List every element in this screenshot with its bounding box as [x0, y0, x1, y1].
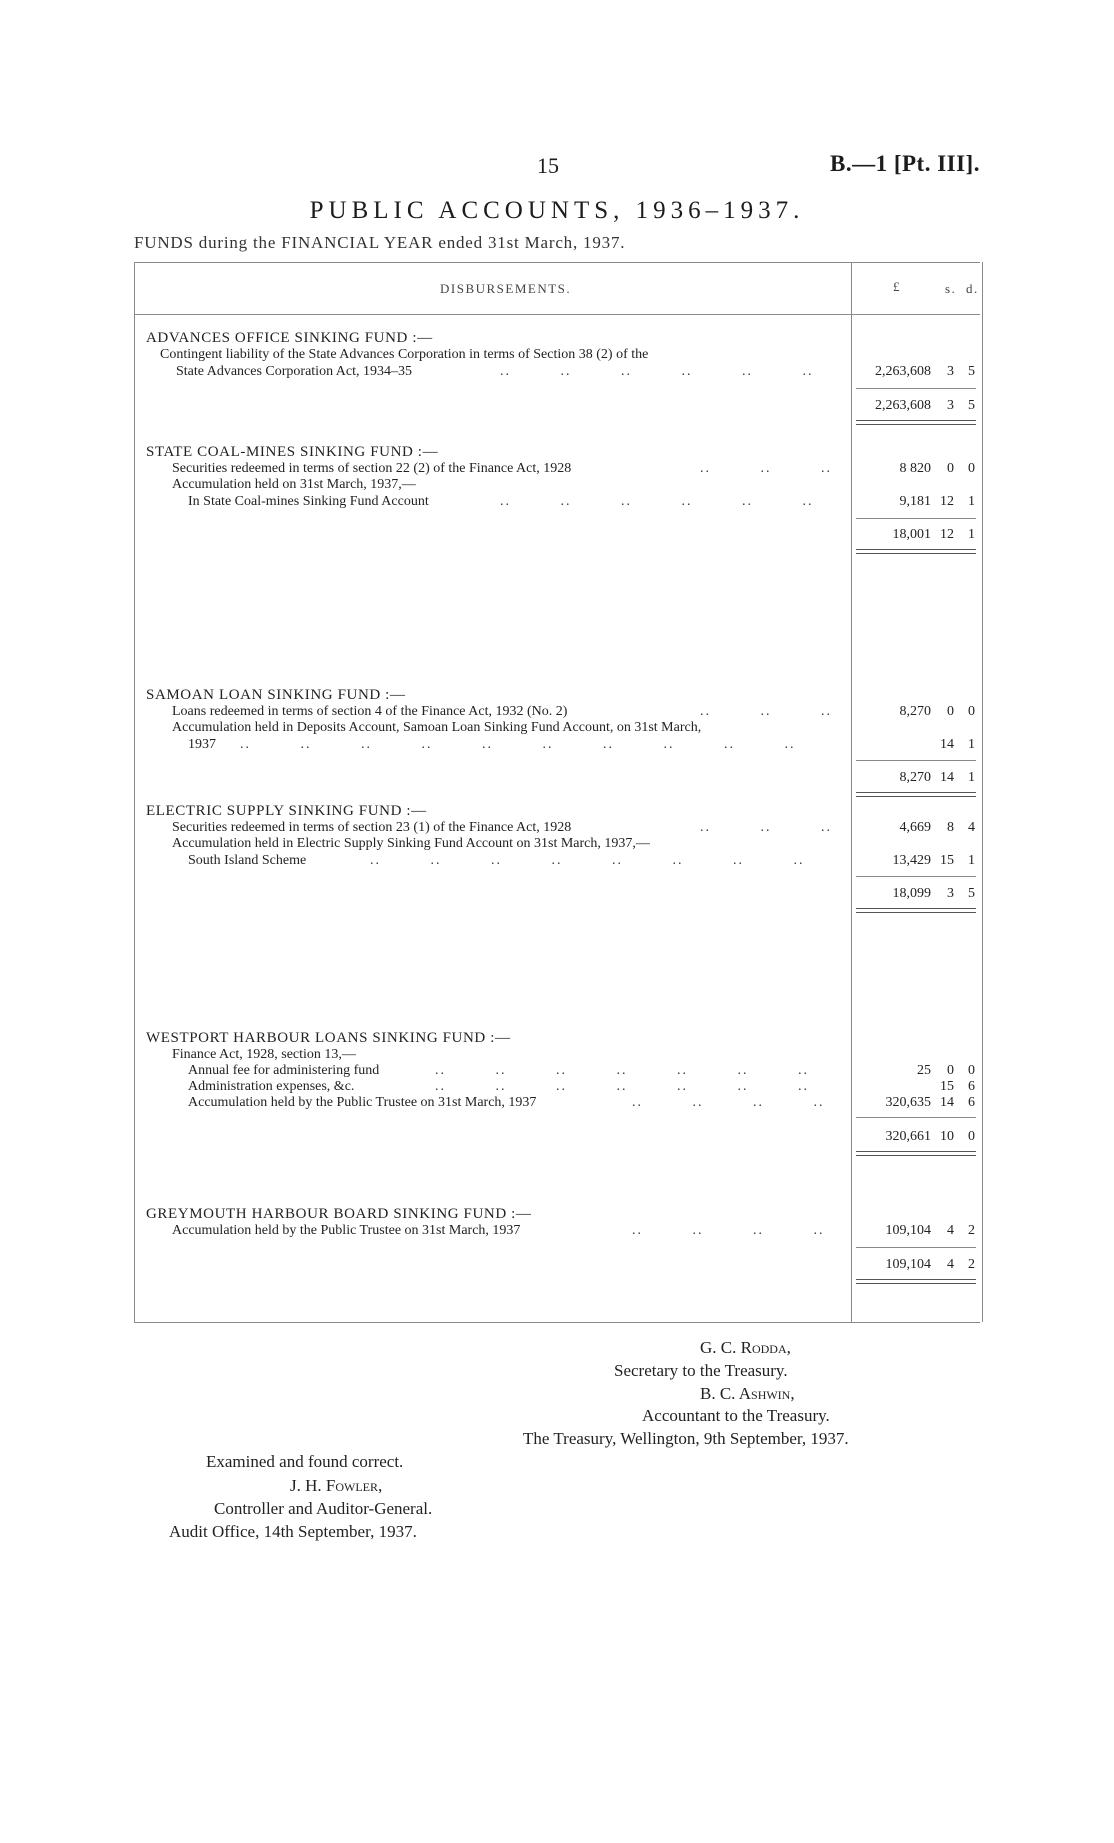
total-pounds: 18,001 — [892, 527, 931, 542]
section-heading: GREYMOUTH HARBOUR BOARD SINKING FUND :— — [146, 1206, 532, 1222]
col-header-pence: d. — [966, 281, 979, 296]
section-line: Administration expenses, &c. — [188, 1079, 355, 1094]
section-line: 1937 — [188, 737, 216, 752]
amount-pounds: 109,104 — [885, 1223, 931, 1238]
leader-dots: .. .. .. .. .. .. .. — [435, 1079, 809, 1094]
section-heading: WESTPORT HARBOUR LOANS SINKING FUND :— — [146, 1030, 511, 1046]
subtotal-rule — [856, 1247, 976, 1248]
col-header-pounds: £ — [893, 279, 901, 294]
section-line: Securities redeemed in terms of section 23 (1) of the Finance Act, 1928 — [172, 820, 572, 835]
section-line: Accumulation held in Electric Supply Sinking Fund Account on 31st March, 1937,— — [172, 836, 650, 851]
amount-pounds: 320,635 — [885, 1095, 931, 1110]
section-line: Finance Act, 1928, section 13,— — [172, 1047, 356, 1062]
page-title: PUBLIC ACCOUNTS, 1936–1937. — [309, 197, 805, 224]
total-pence: 0 — [968, 1129, 975, 1144]
amount-pence: 4 — [968, 820, 975, 835]
section-line: Securities redeemed in terms of section 22 (2) of the Finance Act, 1928 — [172, 461, 572, 476]
amount-pence: 0 — [968, 704, 975, 719]
leader-dots: .. .. .. .. .. .. — [500, 494, 814, 509]
amount-pence: 0 — [968, 461, 975, 476]
signatory-title: Accountant to the Treasury. — [642, 1406, 830, 1425]
page-number: 15 — [537, 153, 559, 178]
total-pence: 1 — [968, 770, 975, 785]
amount-pence: 6 — [968, 1079, 975, 1094]
leader-dots: .. .. .. .. .. .. .. — [435, 1063, 809, 1078]
amount-shillings: 12 — [940, 494, 954, 509]
amount-shillings: 0 — [947, 704, 954, 719]
section-line: Annual fee for administering fund — [188, 1063, 380, 1078]
leader-dots: .. .. .. .. .. .. .. .. .. .. — [240, 737, 796, 752]
amount-pounds: 25 — [917, 1063, 931, 1078]
leader-dots: .. .. .. — [700, 461, 832, 476]
section-line: Accumulation held on 31st March, 1937,— — [172, 477, 416, 492]
section-heading: SAMOAN LOAN SINKING FUND :— — [146, 687, 406, 703]
amount-pence: 5 — [968, 364, 975, 379]
table-left-rule — [134, 262, 135, 1322]
total-pence: 5 — [968, 398, 975, 413]
total-double-rule — [856, 1151, 976, 1156]
section-line: Accumulation held in Deposits Account, Samoan Loan Sinking Fund Account, on 31st March, — [172, 720, 702, 735]
amount-shillings: 15 — [940, 853, 954, 868]
section-line: Accumulation held by the Public Trustee on 31st March, 1937 — [172, 1223, 521, 1238]
total-pence: 1 — [968, 527, 975, 542]
amount-pounds: 8 820 — [899, 461, 931, 476]
signatory-name: B. C. Ashwin, — [700, 1384, 795, 1403]
leader-dots: .. .. .. .. — [632, 1095, 825, 1110]
total-shillings: 3 — [947, 886, 954, 901]
col-header-description: DISBURSEMENTS. — [440, 281, 572, 296]
amount-pounds: 9,181 — [899, 494, 931, 509]
section-line: Loans redeemed in terms of section 4 of the Finance Act, 1932 (No. 2) — [172, 704, 568, 719]
amount-shillings: 3 — [947, 364, 954, 379]
total-double-rule — [856, 549, 976, 554]
amount-pence: 1 — [968, 494, 975, 509]
total-double-rule — [856, 420, 976, 425]
section-heading: ELECTRIC SUPPLY SINKING FUND :— — [146, 803, 427, 819]
page-subtitle: FUNDS during the FINANCIAL YEAR ended 31st March, 1937. — [134, 233, 626, 252]
leader-dots: .. .. .. .. .. .. — [500, 364, 814, 379]
leader-dots: .. .. .. — [700, 820, 832, 835]
amount-shillings: 0 — [947, 1063, 954, 1078]
signatory-name: G. C. Rodda, — [700, 1338, 791, 1357]
table-bottom-rule — [134, 1322, 980, 1323]
amount-pence: 2 — [968, 1223, 975, 1238]
total-pounds: 18,099 — [892, 886, 931, 901]
subtotal-rule — [856, 518, 976, 519]
amount-pounds: 8,270 — [899, 704, 931, 719]
col-header-shillings: s. — [945, 281, 957, 296]
total-pence: 5 — [968, 886, 975, 901]
signatory-title: Controller and Auditor-General. — [214, 1499, 433, 1518]
total-double-rule — [856, 792, 976, 797]
total-shillings: 10 — [940, 1129, 954, 1144]
total-double-rule — [856, 908, 976, 913]
money-column-rule — [851, 262, 852, 1322]
amount-shillings: 15 — [940, 1079, 954, 1094]
signature-place-date: Audit Office, 14th September, 1937. — [169, 1522, 417, 1541]
header-rule — [134, 314, 980, 315]
section-heading: STATE COAL-MINES SINKING FUND :— — [146, 444, 439, 460]
amount-pence: 1 — [968, 853, 975, 868]
signatory-name: J. H. Fowler, — [290, 1476, 383, 1495]
amount-shillings: 14 — [940, 1095, 954, 1110]
signatory-title: Secretary to the Treasury. — [614, 1361, 788, 1380]
section-line: South Island Scheme — [188, 853, 307, 868]
amount-shillings: 8 — [947, 820, 954, 835]
section-heading: ADVANCES OFFICE SINKING FUND :— — [146, 330, 433, 346]
subtotal-rule — [856, 876, 976, 877]
section-line: Accumulation held by the Public Trustee on 31st March, 1937 — [188, 1095, 537, 1110]
total-shillings: 4 — [947, 1257, 954, 1272]
total-pounds: 8,270 — [899, 770, 931, 785]
table-top-rule — [134, 262, 980, 263]
amount-pence: 6 — [968, 1095, 975, 1110]
table-right-rule — [982, 262, 983, 1322]
total-pounds: 109,104 — [885, 1257, 931, 1272]
total-shillings: 12 — [940, 527, 954, 542]
section-line: State Advances Corporation Act, 1934–35 — [176, 364, 413, 379]
amount-pounds: 2,263,608 — [875, 364, 931, 379]
leader-dots: .. .. .. .. — [632, 1223, 825, 1238]
subtotal-rule — [856, 388, 976, 389]
signature-place-date: The Treasury, Wellington, 9th September, 1937. — [523, 1429, 849, 1448]
amount-shillings: 14 — [940, 737, 954, 752]
total-pence: 2 — [968, 1257, 975, 1272]
document-code: B.—1 [Pt. III]. — [830, 151, 980, 176]
section-line: Contingent liability of the State Advances Corporation in terms of Section 38 (2) of the — [160, 347, 649, 362]
leader-dots: .. .. .. .. .. .. .. .. — [370, 853, 805, 868]
amount-pence: 1 — [968, 737, 975, 752]
total-pounds: 320,661 — [885, 1129, 931, 1144]
leader-dots: .. .. .. — [700, 704, 832, 719]
total-pounds: 2,263,608 — [875, 398, 931, 413]
subtotal-rule — [856, 1117, 976, 1118]
amount-pence: 0 — [968, 1063, 975, 1078]
amount-pounds: 4,669 — [899, 820, 931, 835]
amount-shillings: 4 — [947, 1223, 954, 1238]
section-line: In State Coal-mines Sinking Fund Account — [188, 494, 429, 509]
amount-shillings: 0 — [947, 461, 954, 476]
subtotal-rule — [856, 760, 976, 761]
audit-statement: Examined and found correct. — [206, 1452, 404, 1471]
total-shillings: 14 — [940, 770, 954, 785]
total-shillings: 3 — [947, 398, 954, 413]
total-double-rule — [856, 1279, 976, 1284]
amount-pounds: 13,429 — [892, 853, 931, 868]
